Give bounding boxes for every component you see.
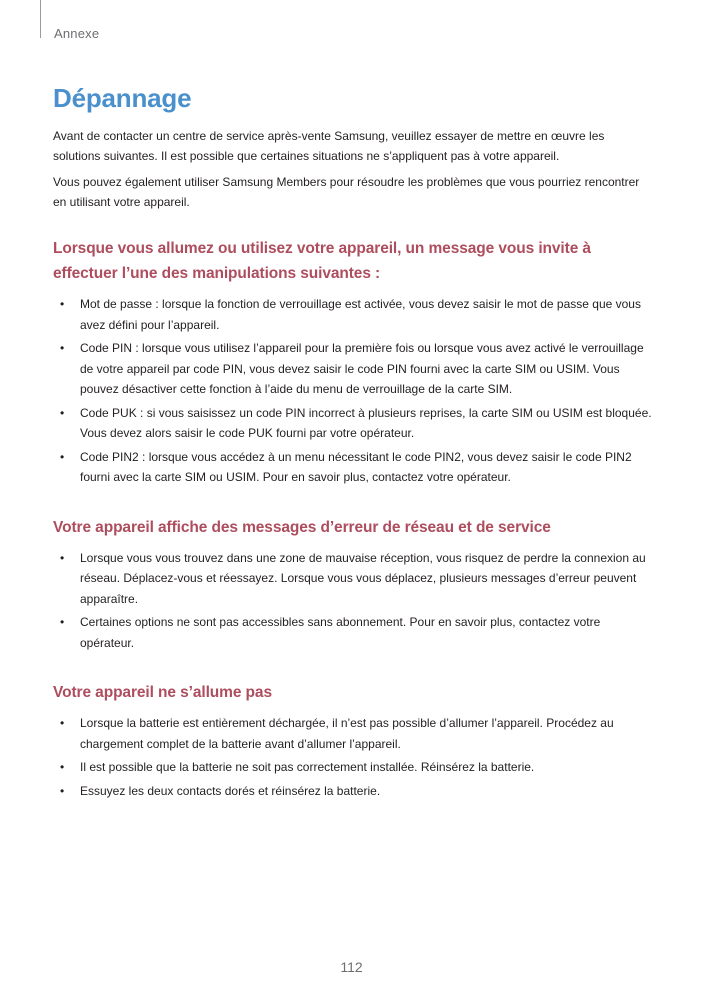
intro-paragraph: Vous pouvez également utiliser Samsung Members pour résoudre les problèmes que vous pourriez rencontrer en utilisant votre appareil.	[53, 175, 640, 209]
list-item-text: Essuyez les deux contacts dorés et réinsérez la batterie.	[80, 783, 381, 798]
list-item-text: Code PIN : lorsque vous utilisez l’appareil pour la première fois ou lorsque vous avez activé le verrouillage de votre appareil par code PIN, vous devez saisir le code PIN fourni avec la carte SIM ou USIM. Vous pouvez désactiver cette fonction à l’aide du menu de verrouillage de la carte SIM.	[80, 341, 644, 396]
list-item	[53, 338, 653, 400]
bullet-icon: •	[60, 297, 65, 311]
margin-rule	[40, 0, 41, 38]
section-heading: Votre appareil ne s’allume pas	[53, 684, 272, 701]
section-startup-messages	[53, 236, 653, 488]
intro-paragraph: Avant de contacter un centre de service après-vente Samsung, veuillez essayer de mettre en œuvre les solutions suivantes. Il est possible que certaines situations ne s’appliquent pas à votre appareil.	[53, 129, 605, 163]
bullet-list	[53, 548, 653, 654]
page-title: Dépannage	[53, 83, 192, 113]
list-item	[53, 447, 653, 488]
section-heading: Lorsque vous allumez ou utilisez votre appareil, un message vous invite à effectuer l’une des manipulations suivantes :	[53, 240, 591, 282]
bullet-icon: •	[60, 783, 65, 798]
section-heading: Votre appareil affiche des messages d’erreur de réseau et de service	[53, 518, 551, 536]
page-content	[53, 80, 653, 804]
bullet-icon: •	[60, 449, 65, 464]
list-item-text: Lorsque la batterie est entièrement déchargée, il n’est pas possible d’allumer l’appareil. Procédez au chargement complet de la batterie avant d’allumer l’appareil.	[80, 716, 614, 751]
list-item-text: Certaines options ne sont pas accessibles sans abonnement. Pour en savoir plus, contactez votre opérateur.	[80, 615, 601, 650]
section-no-power	[53, 680, 653, 801]
section-network-errors	[53, 515, 653, 654]
list-item	[53, 757, 653, 778]
page-number: 112	[340, 959, 363, 975]
list-item	[53, 294, 653, 335]
list-item-text: Code PUK : si vous saisissez un code PIN incorrect à plusieurs reprises, la carte SIM ou USIM est bloquée. Vous devez alors saisir le code PUK fourni par votre opérateur.	[80, 405, 652, 440]
list-item-text: Code PIN2 : lorsque vous accédez à un menu nécessitant le code PIN2, vous devez saisir le code PIN2 fourni avec la carte SIM ou USIM. Pour en savoir plus, contactez votre opérateur.	[80, 449, 632, 484]
bullet-icon: •	[60, 760, 65, 774]
bullet-icon: •	[60, 615, 65, 629]
bullet-icon: •	[60, 405, 65, 420]
bullet-icon: •	[60, 716, 65, 730]
list-item	[53, 612, 653, 653]
list-item-text: Il est possible que la batterie ne soit pas correctement installée. Réinsérez la batterie.	[80, 760, 535, 774]
bullet-list	[53, 294, 653, 488]
list-item	[53, 713, 653, 754]
list-item-text: Lorsque vous vous trouvez dans une zone de mauvaise réception, vous risquez de perdre la connexion au réseau. Déplacez-vous et réessayez. Lorsque vous vous déplacez, plusieurs messages d’erreur peuvent apparaître.	[80, 550, 646, 606]
list-item	[53, 403, 653, 444]
bullet-icon: •	[60, 550, 65, 565]
list-item	[53, 781, 653, 802]
list-item-text: Mot de passe : lorsque la fonction de verrouillage est activée, vous devez saisir le mot de passe que vous avez défini pour l’appareil.	[80, 297, 641, 332]
chapter-label: Annexe	[54, 26, 100, 41]
bullet-list	[53, 713, 653, 801]
list-item	[53, 548, 653, 610]
bullet-icon: •	[60, 341, 65, 355]
